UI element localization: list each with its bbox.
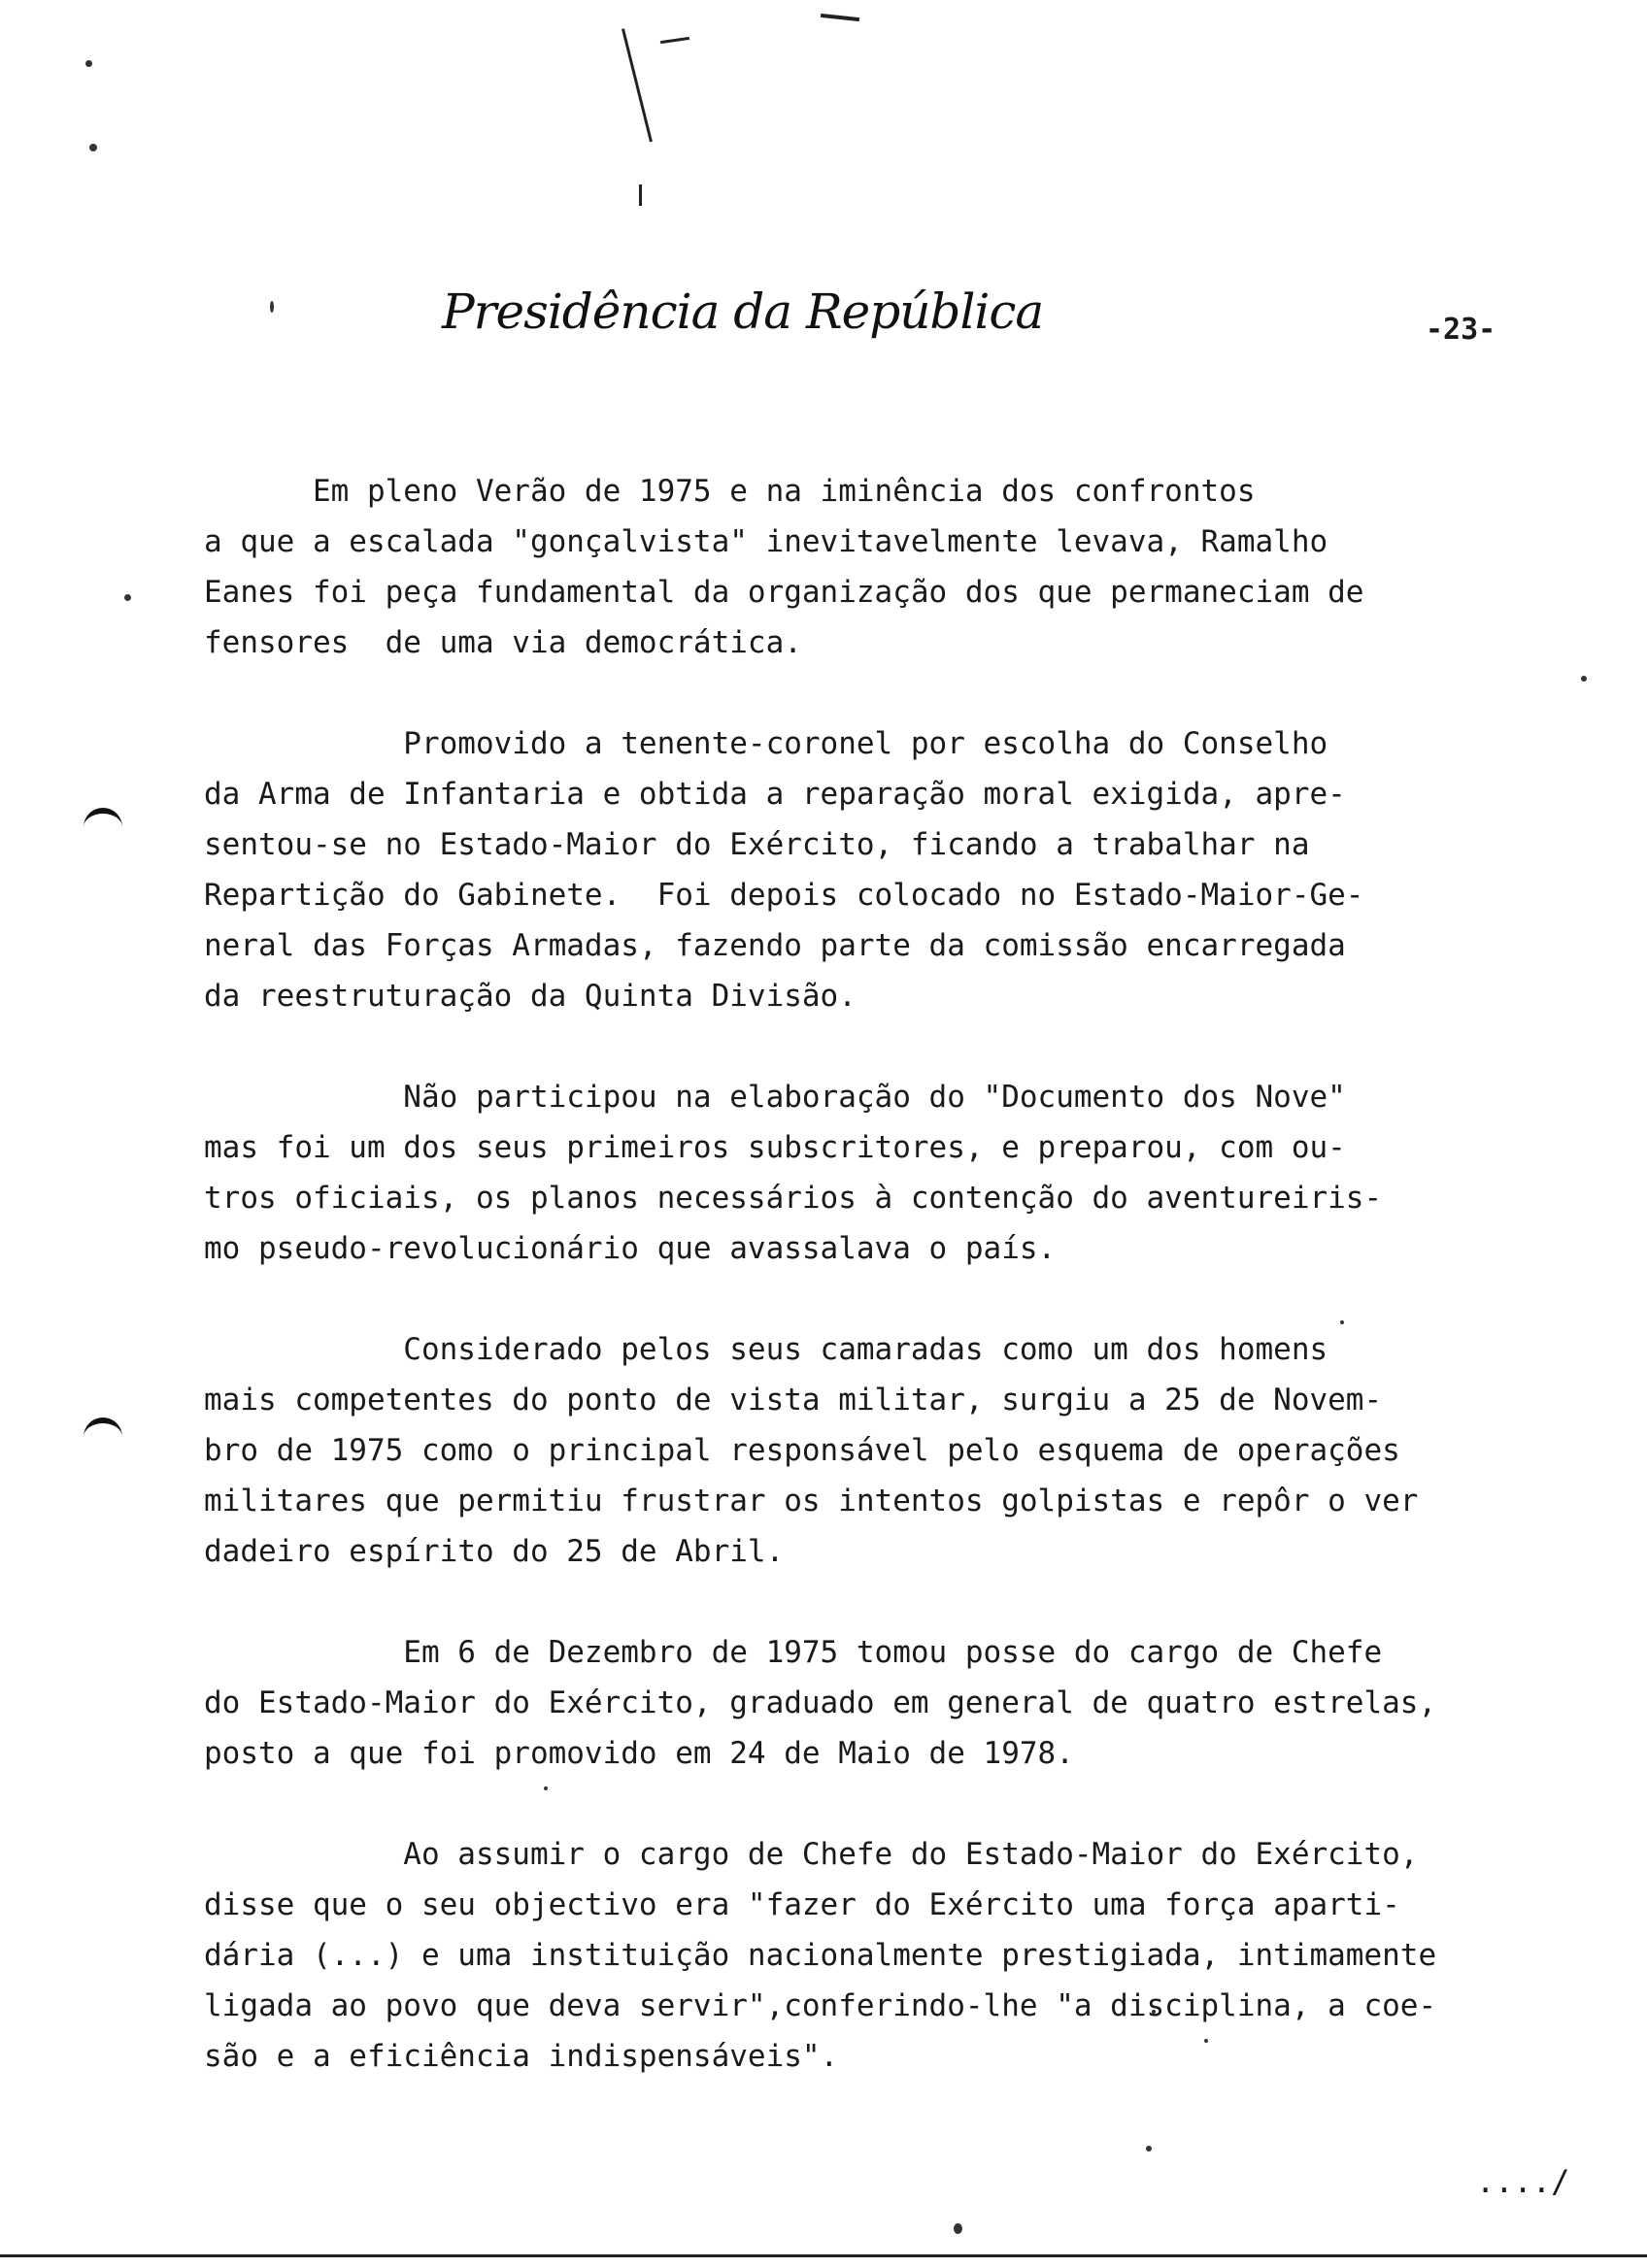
bottom-rule [0,2254,1647,2257]
text-line: tros oficiais, os planos necessários à contenção do aventureiris- [204,1181,1383,1216]
scan-artifact-stroke [639,184,642,206]
text-line: a que a escalada "gonçalvista" inevitavelmente levava, Ramalho [204,524,1328,559]
scan-artifact-stroke [821,14,859,21]
text-line: Considerado pelos seus camaradas como um dos homens [204,1332,1328,1367]
text-line: Ao assumir o cargo de Chefe do Estado-Maior do Exército, [204,1837,1419,1872]
scan-speck [954,2223,962,2234]
text-line: mais competentes do ponto de vista militar, surgiu a 25 de Novem- [204,1383,1383,1418]
text-line: Em pleno Verão de 1975 e na iminência dos confrontos [204,474,1256,509]
text-line: ligada ao povo que deva servir",conferindo-lhe "a disciplina, a coe- [204,1988,1437,2023]
punch-hole-mark [84,1418,122,1443]
text-line: dadeiro espírito do 25 de Abril. [204,1534,785,1569]
scan-speck [124,594,131,601]
page-number: -23- [1426,313,1496,347]
text-line: são e a eficiência indispensáveis". [204,2039,839,2074]
text-line: Eanes foi peça fundamental da organização dos que permaneciam de [204,575,1364,610]
scan-speck [1146,2146,1152,2151]
paragraph-summer-1975 [204,466,1622,668]
text-line: da reestruturação da Quinta Divisão. [204,979,857,1014]
text-line: mas foi um dos seus primeiros subscritores, e preparou, com ou- [204,1130,1346,1165]
text-line: dária (...) e uma instituição nacionalmente prestigiada, intimamente [204,1938,1437,1973]
paragraph-documento-dos-nove [204,1072,1622,1274]
text-line: Em 6 de Dezembro de 1975 tomou posse do cargo de Chefe [204,1635,1383,1670]
text-line: fensores de uma via democrática. [204,625,802,660]
paragraph-objectivo [204,1829,1622,2082]
text-line: posto a que foi promovido em 24 de Maio de 1978. [204,1736,1074,1771]
text-line: Não participou na elaboração do "Documento dos Nove" [204,1080,1346,1115]
paragraph-chefe-estado-maior [204,1627,1622,1779]
text-line: Repartição do Gabinete. Foi depois colocado no Estado-Maior-Ge- [204,878,1364,913]
text-line: do Estado-Maior do Exército, graduado em general de quatro estrelas, [204,1685,1437,1720]
continuation-mark: ..../ [1476,2163,1570,2200]
document-body [204,466,1622,2132]
scan-speck [270,301,274,313]
scan-artifact-stroke [660,37,689,44]
paragraph-25-novembro [204,1324,1622,1577]
text-line: bro de 1975 como o principal responsável pelo esquema de operações [204,1433,1400,1468]
scan-artifact-stroke [622,28,653,142]
text-line: sentou-se no Estado-Maior do Exército, ficando a trabalhar na [204,827,1310,862]
letterhead-title: Presidência da República [442,284,1044,340]
text-line: da Arma de Infantaria e obtida a reparação moral exigida, apre- [204,777,1346,812]
text-line: militares que permitiu frustrar os intentos golpistas e repôr o ver [204,1484,1419,1518]
scan-speck [89,144,97,151]
text-line: neral das Forças Armadas, fazendo parte da comissão encarregada [204,928,1346,963]
text-line: disse que o seu objectivo era "fazer do Exército uma força aparti- [204,1887,1400,1922]
scan-speck [85,60,92,67]
paragraph-promotion [204,718,1622,1021]
text-line: mo pseudo-revolucionário que avassalava o país. [204,1231,1057,1266]
punch-hole-mark [84,808,122,833]
text-line: Promovido a tenente-coronel por escolha do Conselho [204,726,1328,761]
